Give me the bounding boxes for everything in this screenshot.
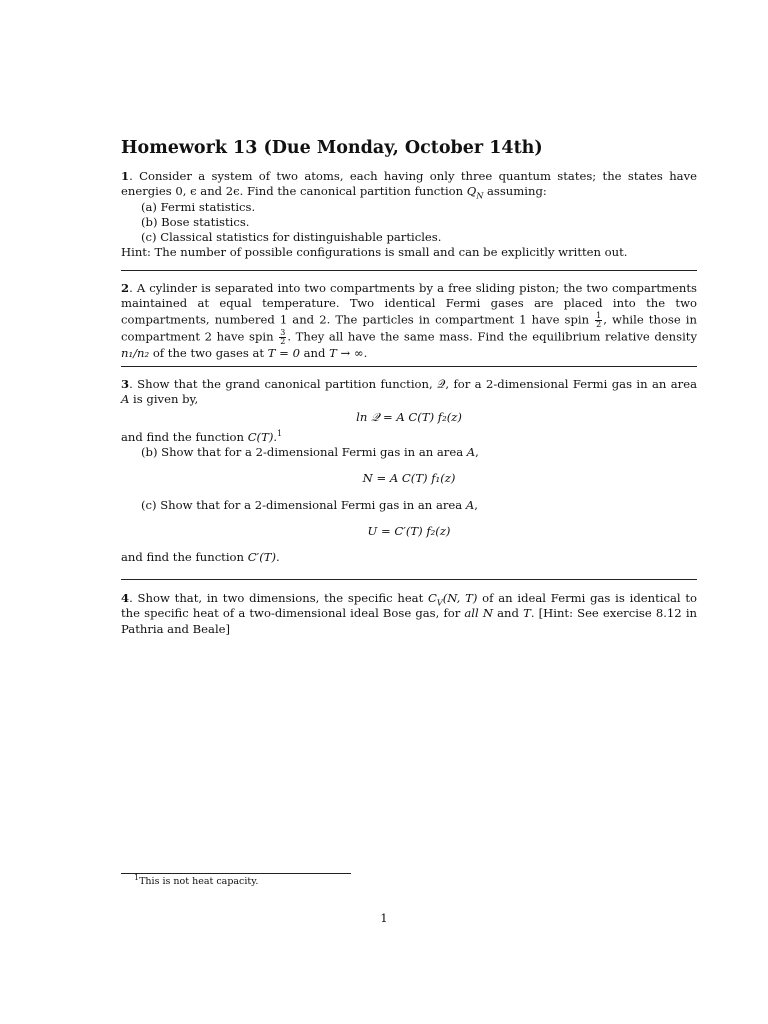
problem-3-text-3b: . bbox=[273, 429, 278, 444]
equation-grand-partition: ln 𝒬 = A C(T) f₂(z) bbox=[356, 409, 462, 424]
problem-4-number: 4 bbox=[121, 591, 130, 605]
density-ratio: n₁/n₂ bbox=[121, 345, 150, 360]
page-title: Homework 13 (Due Monday, October 14th) bbox=[121, 138, 543, 158]
problem-2-text-4: of the two gases at bbox=[149, 345, 268, 360]
problem-1-intro-end: assuming: bbox=[483, 184, 547, 199]
area-symbol: A bbox=[465, 497, 475, 512]
problem-2-text-5: and bbox=[299, 345, 330, 360]
problem-2-text-3: . They all have the same mass. Find the equilibrium relative density bbox=[287, 329, 698, 344]
problem-2-number: 2 bbox=[121, 281, 130, 295]
problem-2-text-6: . bbox=[363, 345, 368, 360]
page-number: 1 bbox=[380, 911, 388, 925]
emphasis-all: all bbox=[464, 606, 479, 621]
spin-three-half-fraction bbox=[279, 329, 286, 346]
problem-1-item-b: (b) Bose statistics. bbox=[141, 214, 250, 229]
problem-3-text-1: . Show that the grand canonical partition function, 𝒬, for a 2-dimensional Fermi gas in an area bbox=[129, 377, 697, 391]
function-c-prime-of-t: C′(T) bbox=[247, 550, 276, 565]
footnote bbox=[134, 872, 259, 887]
problem-3-part-c: (c) Show that for a 2-dimensional Fermi gas in an area bbox=[141, 497, 466, 512]
spin-three-half-numerator: 3 bbox=[280, 327, 286, 337]
footnote-reference: 1 bbox=[277, 429, 283, 439]
partition-function-symbol: Q bbox=[466, 184, 477, 199]
section-divider bbox=[121, 270, 697, 271]
section-divider bbox=[121, 579, 697, 580]
symbol-n: N bbox=[482, 606, 494, 621]
footnote-rule bbox=[121, 873, 351, 874]
problem-3-text-4b: . bbox=[275, 550, 280, 565]
area-symbol: A bbox=[121, 392, 130, 407]
spin-one-half-numerator: 1 bbox=[596, 310, 602, 320]
problem-3-part-b-end: , bbox=[475, 445, 479, 460]
problem-3-text-4: and find the function bbox=[121, 550, 248, 565]
footnote-mark: 1 bbox=[134, 872, 140, 882]
problem-2-text-1: . A cylinder is separated into two compartments by a free sliding piston; the two compartments maintained at equal temperature. Two identical Fermi gases are placed into the two compartments, numbered 1 and 2. The particles in compartment 1 have spin bbox=[121, 281, 697, 327]
problem-3 bbox=[121, 377, 697, 566]
problem-4-text-1: . Show that, in two dimensions, the specific heat bbox=[129, 591, 429, 605]
problem-2-text-2: , while those in compartment 2 have spin bbox=[121, 312, 697, 344]
problem-3-number: 3 bbox=[121, 377, 130, 391]
problem-3-text-3: and find the function bbox=[121, 429, 248, 444]
spin-one-half-denominator: 2 bbox=[596, 319, 602, 329]
equation-internal-energy: U = C′(T) f₂(z) bbox=[367, 524, 451, 539]
problem-2 bbox=[121, 281, 697, 361]
problem-1-item-a: (a) Fermi statistics. bbox=[141, 199, 256, 214]
footnote-text: This is not heat capacity. bbox=[139, 876, 259, 887]
problem-4 bbox=[121, 591, 697, 637]
symbol-t: T bbox=[523, 606, 531, 621]
equation-particle-number: N = A C(T) f₁(z) bbox=[362, 471, 456, 486]
specific-heat-args: (N, T) bbox=[442, 591, 478, 605]
problem-1-intro: . Consider a system of two atoms, each having only three quantum states; the states have energies 0, ϵ and 2ϵ. Find the canonical partition function bbox=[121, 169, 697, 199]
problem-4-text-2: of an ideal Fermi gas is identical to the specific heat of a two-dimensional ideal Bose gas, for bbox=[121, 591, 697, 621]
specific-heat-symbol: C bbox=[428, 591, 437, 605]
problem-4-text-5: . [Hint: See exercise 8.12 in Pathria and Beale] bbox=[121, 606, 697, 636]
spin-three-half-denominator: 2 bbox=[280, 336, 286, 346]
problem-1-hint: Hint: The number of possible configurations is small and can be explicitly written out. bbox=[121, 245, 628, 260]
condition-zero-temperature: T = 0 bbox=[267, 345, 300, 360]
problem-3-part-b: (b) Show that for a 2-dimensional Fermi gas in an area bbox=[141, 445, 467, 460]
function-c-of-t: C(T) bbox=[247, 429, 274, 444]
problem-3-text-2: is given by, bbox=[129, 392, 199, 407]
specific-heat-subscript: V bbox=[436, 598, 443, 608]
condition-infinite-temperature: T → ∞ bbox=[329, 345, 364, 360]
partition-function-subscript: N bbox=[476, 191, 484, 201]
problem-3-part-c-end: , bbox=[474, 497, 478, 512]
spin-one-half-fraction bbox=[595, 312, 602, 329]
section-divider bbox=[121, 366, 697, 367]
area-symbol: A bbox=[466, 445, 476, 460]
problem-1-item-c: (c) Classical statistics for distinguishable particles. bbox=[141, 230, 442, 245]
problem-1 bbox=[121, 169, 697, 261]
problem-4-text-4: and bbox=[493, 606, 524, 621]
problem-1-number: 1 bbox=[121, 169, 130, 183]
